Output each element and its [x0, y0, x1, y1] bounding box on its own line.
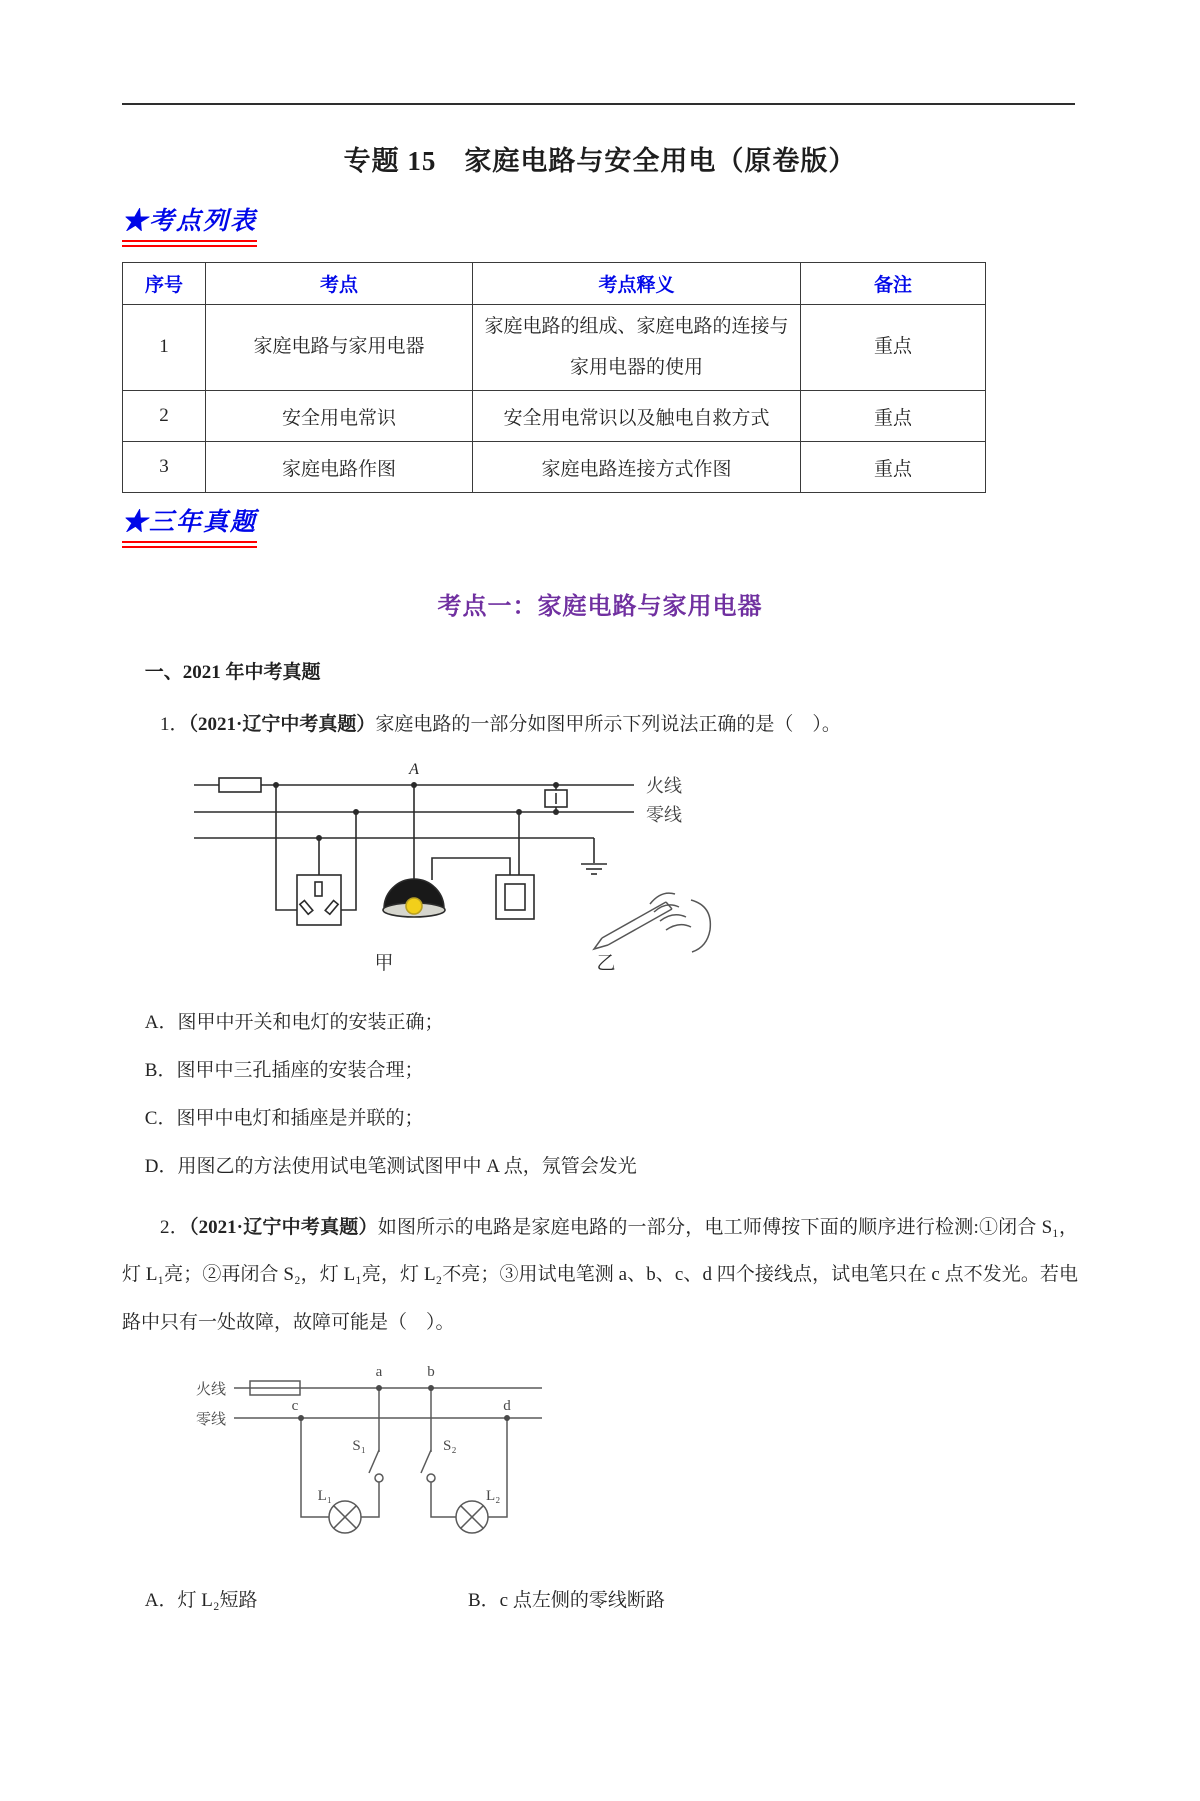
cell-no: 2 — [123, 391, 206, 442]
col-header-no: 序号 — [123, 262, 206, 304]
circuit-diagram-2 — [194, 1360, 554, 1558]
table-row — [123, 442, 986, 493]
cell-point: 家庭电路作图 — [206, 442, 473, 493]
wall-switch-icon — [496, 875, 534, 919]
neutral-wire-label: 零线 — [646, 804, 682, 825]
question-2 — [122, 1204, 1078, 1347]
col-header-point: 考点 — [206, 262, 473, 304]
question-2-number: 2． — [160, 1216, 189, 1238]
option-b: B．c 点左侧的零线断路 — [468, 1590, 665, 1612]
cell-point: 家庭电路与家用电器 — [206, 304, 473, 391]
kaodian-table — [122, 262, 986, 494]
question-1-options — [122, 1012, 1078, 1178]
fuse-icon — [219, 778, 261, 792]
point-b-label: b — [427, 1364, 435, 1381]
header-rule — [122, 103, 1075, 105]
question-1 — [122, 710, 1078, 739]
switch-s2-icon — [421, 1388, 435, 1482]
question-1-source-tag: （2021·辽宁中考真题） — [188, 714, 376, 736]
cell-desc: 家庭电路的组成、家庭电路的连接与家用电器的使用 — [473, 304, 801, 391]
year-2021-heading: 一、2021 年中考真题 — [144, 662, 321, 684]
live-wire-label: 火线 — [646, 775, 682, 796]
question-2-text: 如图所示的电路是家庭电路的一部分，电工师傅按下面的顺序进行检测:①闭合 S₁，灯 L₁亮；②再闭合 S₂，灯 L₁亮，灯 L₂不亮；③用试电笔测 a、b、c、d 四个接线点，试电笔只在 c 点不发光。若电路中只有一处故障，故障可能是（ ）。 — [122, 1216, 1078, 1333]
question-1-number: 1． — [160, 714, 189, 736]
cell-desc: 家庭电路连接方式作图 — [473, 442, 801, 493]
point-c-label: c — [291, 1398, 299, 1415]
option-b: B．图甲中三孔插座的安装合理； — [144, 1059, 424, 1081]
point-a-label: a — [375, 1364, 383, 1381]
lamp-l2-icon — [456, 1501, 488, 1533]
question-1-text: 家庭电路的一部分如图甲所示下列说法正确的是（ ）。 — [375, 714, 841, 736]
question-2-options — [122, 1585, 1078, 1612]
cell-desc: 安全用电常识以及触电自救方式 — [473, 391, 801, 442]
option-c: C．图甲中电灯和插座是并联的； — [144, 1107, 424, 1129]
line-switch-icon — [545, 785, 567, 812]
three-hole-socket-icon — [297, 875, 341, 925]
circuit-wires — [234, 1381, 542, 1533]
switch-s2-label: S₂ — [443, 1438, 457, 1455]
figure-household-circuit-jia — [194, 760, 1078, 980]
cell-no: 3 — [123, 442, 206, 493]
figure-yi-label: 乙 — [596, 952, 616, 974]
zhenti-heading-text: ★三年真题 — [122, 509, 257, 543]
figure-jia-label: 甲 — [374, 952, 394, 974]
cell-note: 重点 — [801, 304, 986, 391]
junction-dots — [298, 1385, 510, 1421]
option-a: A．图甲中开关和电灯的安装正确； — [144, 1011, 444, 1033]
section-kaodian-list — [122, 208, 1078, 247]
cell-note: 重点 — [801, 442, 986, 493]
pendant-lamp-icon — [383, 879, 445, 917]
kaodian-list-heading — [122, 208, 257, 247]
ground-symbol-icon — [581, 838, 607, 874]
cell-point: 安全用电常识 — [206, 391, 473, 442]
page-title: 专题 15 家庭电路与安全用电（原卷版） — [343, 146, 857, 176]
test-pen-hand-icon — [594, 893, 710, 952]
option-d: D．用图乙的方法使用试电笔测试图甲中 A 点，氖管会发光 — [144, 1155, 637, 1177]
lamp-l1-icon — [329, 1501, 361, 1533]
table-row — [123, 391, 986, 442]
topic1-heading: 考点一：家庭电路与家用电器 — [437, 594, 763, 621]
live-wire-label: 火线 — [196, 1382, 227, 1399]
switch-s1-icon — [369, 1388, 383, 1482]
section-zhenti — [122, 509, 1078, 548]
table-header-row — [123, 262, 986, 304]
col-header-note: 备注 — [801, 262, 986, 304]
fuse-icon — [250, 1381, 300, 1395]
kaodian-list-heading-text: ★考点列表 — [122, 208, 257, 242]
point-d-label: d — [503, 1398, 511, 1415]
cell-note: 重点 — [801, 391, 986, 442]
figure-household-circuit-q2 — [194, 1360, 1078, 1563]
zhenti-heading — [122, 509, 257, 548]
col-header-desc: 考点释义 — [473, 262, 801, 304]
cell-no: 1 — [123, 304, 206, 391]
table-row — [123, 304, 986, 391]
switch-s1-label: S₁ — [352, 1438, 366, 1455]
circuit-wires — [194, 778, 634, 925]
point-a-label: A — [409, 760, 419, 778]
lamp-l1-label: L₁ — [317, 1488, 332, 1505]
option-a: A．灯 L₂短路 — [144, 1590, 258, 1612]
question-2-source-tag: （2021·辽宁中考真题） — [188, 1216, 378, 1238]
document-page — [0, 103, 1200, 1612]
circuit-diagram-1 — [194, 760, 734, 975]
neutral-wire-label: 零线 — [196, 1412, 227, 1429]
lamp-l2-label: L₂ — [486, 1488, 501, 1505]
